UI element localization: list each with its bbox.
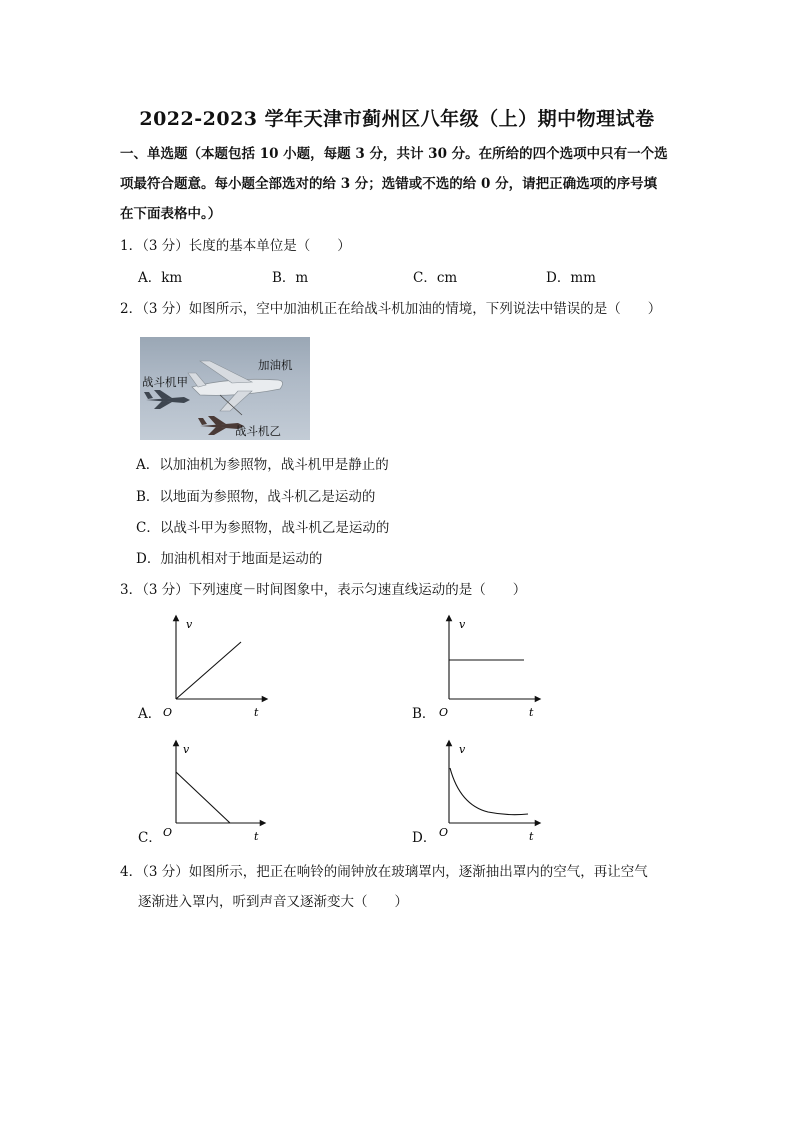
refueling-photo (140, 337, 310, 440)
x-axis-label: t (529, 706, 534, 719)
origin-label: O (163, 706, 173, 719)
decaying-curve (450, 768, 528, 815)
q3-graph-d (428, 737, 548, 849)
q1-option-c: C．cm (413, 270, 458, 286)
q3-graph-c (155, 737, 275, 849)
q1-option-a: A．km (138, 270, 183, 286)
question-3-stem: 3．（3 分）下列速度－时间图象中，表示匀速直线运动的是（ ） (120, 582, 527, 598)
q3-option-c-letter: C． (138, 830, 162, 846)
label-fighter-a: 战斗机甲 (142, 375, 188, 389)
label-tanker: 加油机 (258, 358, 293, 372)
origin-label: O (163, 826, 173, 839)
q3-option-b-letter: B． (412, 706, 436, 722)
x-axis-label: t (254, 830, 259, 843)
origin-label: O (439, 826, 449, 839)
q1-option-d: D．mm (546, 270, 596, 286)
q3-graph-a (155, 612, 275, 724)
x-axis-label: t (254, 706, 259, 719)
increasing-line (176, 642, 241, 699)
q2-option-c: C．以战斗甲为参照物，战斗机乙是运动的 (136, 520, 390, 536)
section-instructions-line1: 一、单选题（本题包括 10 小题，每题 3 分，共计 30 分。在所给的四个选项中只有一个选 (120, 146, 668, 162)
question-4-stem-line1: 4．（3 分）如图所示，把正在响铃的闹钟放在玻璃罩内，逐渐抽出罩内的空气，再让空气 (120, 864, 648, 880)
question-2-stem: 2．（3 分）如图所示，空中加油机正在给战斗机加油的情境，下列说法中错误的是（ ） (120, 301, 662, 317)
q3-graph-b (428, 612, 548, 724)
x-axis-label: t (529, 830, 534, 843)
y-axis-label: v (459, 743, 466, 756)
origin-label: O (439, 706, 449, 719)
q1-option-b: B．m (272, 270, 309, 286)
question-1-stem: 1．（3 分）长度的基本单位是（ ） (120, 238, 351, 254)
q3-option-a-letter: A． (138, 706, 162, 722)
fighter-jet-a (144, 390, 190, 409)
page-title: 2022-2023 学年天津市蓟州区八年级（上）期中物理试卷 (139, 108, 655, 130)
y-axis-label: v (186, 618, 193, 631)
q2-option-a: A．以加油机为参照物，战斗机甲是静止的 (136, 457, 389, 473)
label-fighter-b: 战斗机乙 (235, 424, 281, 438)
q3-option-d-letter: D． (412, 830, 437, 846)
y-axis-label: v (459, 618, 466, 631)
q2-option-b: B．以地面为参照物，战斗机乙是运动的 (136, 489, 376, 505)
y-axis-label: v (183, 743, 190, 756)
q2-option-d: D．加油机相对于地面是运动的 (136, 551, 323, 567)
section-instructions-line3: 在下面表格中。） (120, 206, 222, 222)
section-instructions-line2: 项最符合题意。每小题全部选对的给 3 分；选错或不选的给 0 分，请把正确选项的序号填 (120, 176, 658, 192)
question-4-stem-line2: 逐渐进入罩内，听到声音又逐渐变大（ ） (138, 894, 408, 910)
decreasing-line (176, 772, 230, 823)
